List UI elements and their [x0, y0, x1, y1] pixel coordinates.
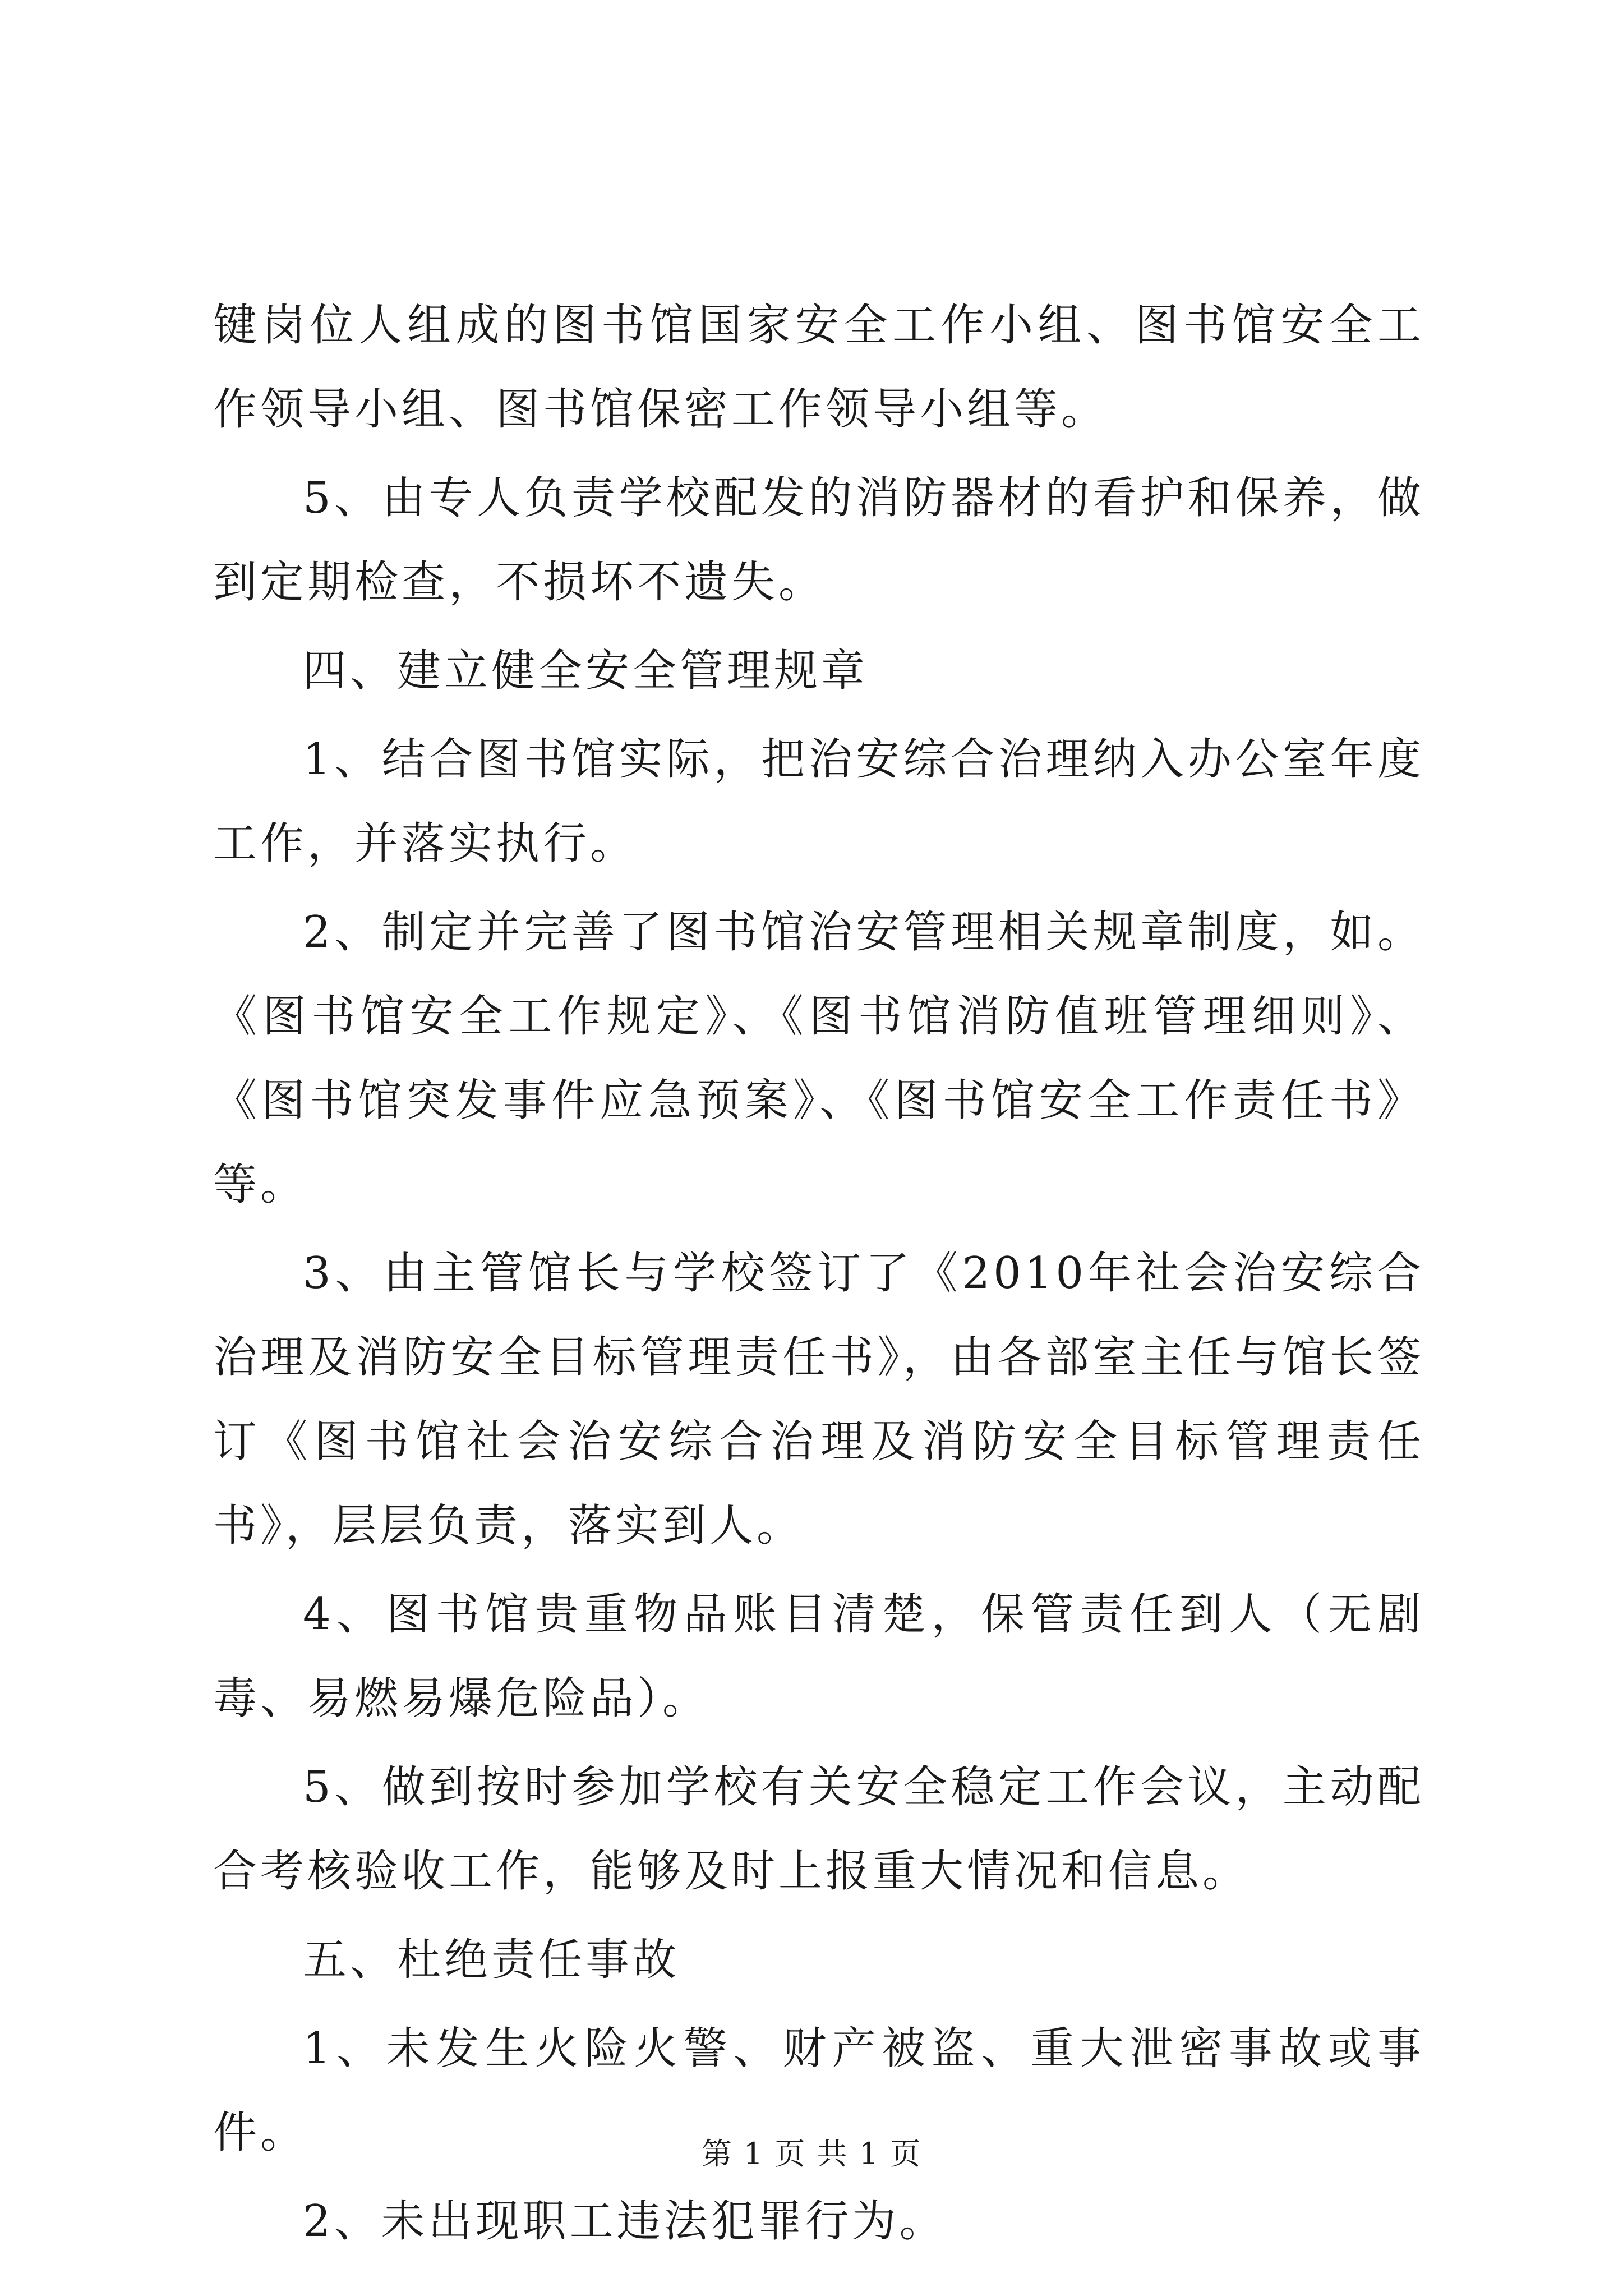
paragraph-item-5-fire-equipment: 5、由专人负责学校配发的消防器材的看护和保养，做到定期检查，不损坏不遗失。	[213, 473, 1424, 608]
paragraph-item-4: 4、图书馆贵重物品账目清楚，保管责任到人（无剧毒、易燃易爆危险品）。	[213, 1589, 1424, 1724]
paragraph-item-1-no-accidents: 1、未发生火险火警、财产被盗、重大泄密事故或事件。	[213, 2023, 1424, 2158]
paragraph-item-2-no-crimes: 2、未出现职工违法犯罪行为。	[303, 2196, 947, 2247]
section-heading-5: 五、杜绝责任事故	[303, 1935, 680, 1985]
paragraph-item-2: 2、制定并完善了图书馆治安管理相关规章制度，如。《图书馆安全工作规定》、《图书馆消防值班管理细则》、《图书馆突发事件应急预案》、《图书馆安全工作责任书》等。	[213, 907, 1424, 1210]
paragraph-item-5: 5、做到按时参加学校有关安全稳定工作会议，主动配合考核验收工作，能够及时上报重大情况和信息。	[213, 1762, 1424, 1897]
paragraph-item-1: 1、结合图书馆实际，把治安综合治理纳入办公室年度工作，并落实执行。	[213, 734, 1424, 869]
page-number-label: 第 1 页 共 1 页	[701, 2136, 922, 2171]
section-heading-4: 四、建立健全安全管理规章	[303, 646, 869, 696]
paragraph-item-3: 3、由主管馆长与学校签订了《2010年社会治安综合治理及消防安全目标管理责任书》，由各部室主任与馆长签订《图书馆社会治安综合治理及消防安全目标管理责任书》，层层负责，落实到人。	[213, 1248, 1424, 1551]
document-body	[213, 283, 1424, 2268]
page-footer	[0, 2132, 1623, 2177]
paragraph-continuation: 键岗位人组成的图书馆国家安全工作小组、图书馆安全工作领导小组、图书馆保密工作领导小组等。	[213, 300, 1424, 435]
